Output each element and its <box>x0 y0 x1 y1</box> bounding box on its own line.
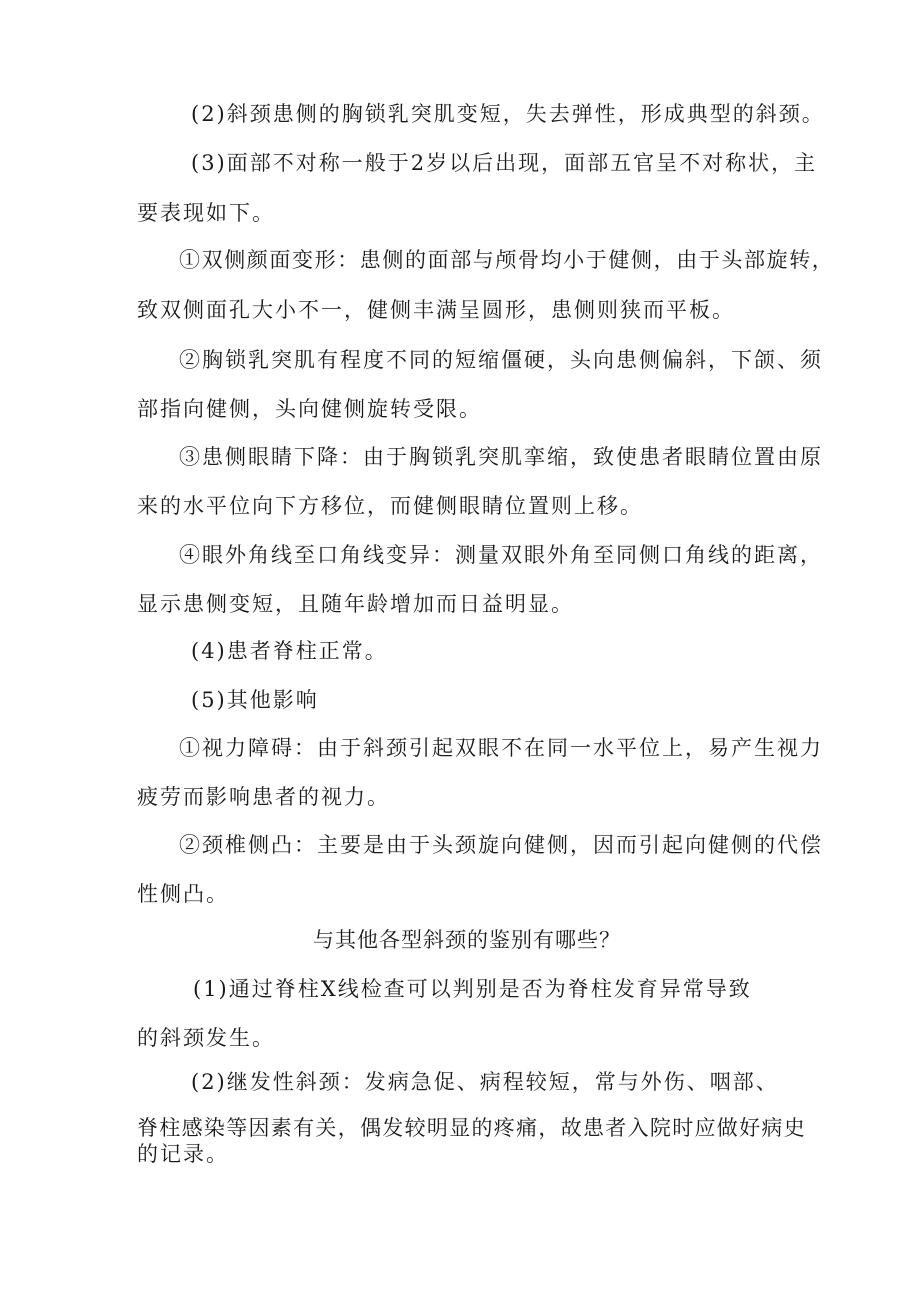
paragraph-line: ④眼外角线至口角线变异：测量双眼外角至同侧口角线的距离， <box>179 543 823 567</box>
paragraph-line: (2)继发性斜颈：发病急促、病程较短，常与外伤、咽部、 <box>191 1070 779 1094</box>
paragraph-line: ②颈椎侧凸：主要是由于头颈旋向健侧，因而引起向健侧的代偿 <box>179 833 823 857</box>
paragraph-line: ①双侧颜面变形：患侧的面部与颅骨均小于健侧，由于头部旋转， <box>179 248 835 272</box>
paragraph-line: ②胸锁乳突肌有程度不同的短缩僵硬，头向患侧偏斜，下颌、须 <box>179 348 823 372</box>
paragraph-line: 来的水平位向下方移位，而健侧眼睛位置则上移。 <box>137 494 643 518</box>
paragraph-line: ①视力障碍：由于斜颈引起双眼不在同一水平位上，易产生视力 <box>179 736 823 760</box>
paragraph-line: 致双侧面孔大小不一，健侧丰满呈圆形，患侧则狭而平板。 <box>137 298 735 322</box>
paragraph-line: 显示患侧变短，且随年龄增加而日益明显。 <box>137 592 574 616</box>
paragraph-line: 脊柱感染等因素有关，偶发较明显的疼痛，故患者入院时应做好病史 <box>137 1116 806 1140</box>
paragraph-line: (3)面部不对称一般于2岁以后出现，面部五官呈不对称状，主 <box>191 151 818 175</box>
paragraph-line: 要表现如下。 <box>137 201 275 225</box>
paragraph-line: 部指向健侧，头向健侧旋转受限。 <box>137 397 482 421</box>
paragraph-line: (5)其他影响 <box>191 688 319 712</box>
paragraph-line: ③患侧眼睛下降：由于胸锁乳突肌挛缩，致使患者眼睛位置由原 <box>179 445 823 469</box>
paragraph-line: (1)通过脊柱X线检查可以判别是否为脊柱发育异常导致 <box>193 977 752 1001</box>
paragraph-line: 性侧凸。 <box>137 882 229 906</box>
section-heading: 与其他各型斜颈的鉴别有哪些？ <box>313 928 621 952</box>
paragraph-line: 的记录。 <box>137 1142 229 1166</box>
paragraph-line: 疲劳而影响患者的视力。 <box>137 785 390 809</box>
paragraph-line: 的斜颈发生。 <box>137 1026 275 1050</box>
paragraph-line: (2)斜颈患侧的胸锁乳突肌变短，失去弹性，形成典型的斜颈。 <box>191 102 825 126</box>
paragraph-line: (4)患者脊柱正常。 <box>191 639 388 663</box>
